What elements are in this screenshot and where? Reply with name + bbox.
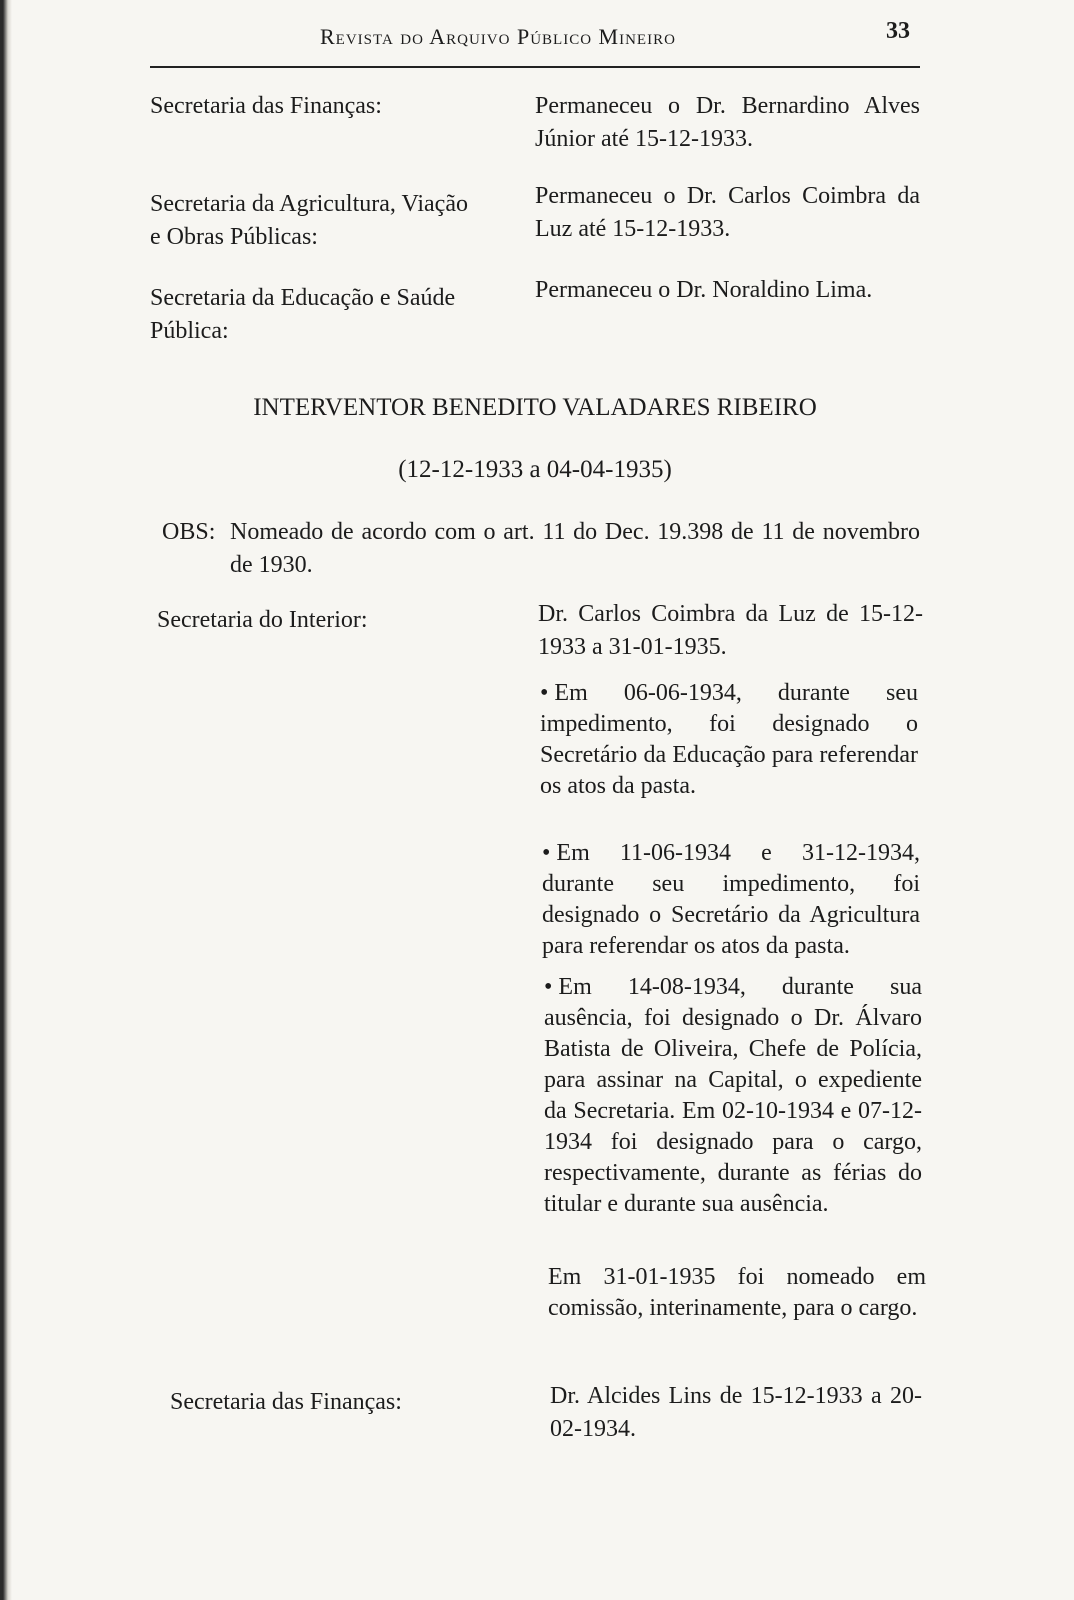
section-title: INTERVENTOR BENEDITO VALADARES RIBEIRO	[253, 394, 817, 421]
interior-note-3	[544, 972, 922, 1220]
scan-edge-shadow	[0, 0, 12, 1600]
obs-text: Nomeado de acordo com o art. 11 do Dec. 19.398 de 11 de novembro de 1930.	[230, 519, 920, 578]
obs-label: OBS:	[162, 519, 216, 545]
entry-value-educacao: Permaneceu o Dr. Noraldino Lima.	[535, 277, 873, 303]
bullet-icon: •	[540, 680, 549, 706]
journal-title: Revista do Arquivo Público Mineiro	[320, 24, 676, 49]
section-period: (12-12-1933 a 04-04-1935)	[398, 456, 672, 483]
interior-closing: Em 31-01-1935 foi nomeado em comissão, interinamente, para o cargo.	[548, 1264, 926, 1321]
header-rule	[150, 66, 920, 68]
interior-note-2	[542, 838, 920, 962]
entry-label-interior: Secretaria do Interior:	[157, 607, 368, 633]
entry-value-agricultura: Permaneceu o Dr. Carlos Coimbra da Luz até 15-12-1933.	[535, 183, 920, 242]
bullet-icon: •	[542, 840, 551, 866]
running-head	[150, 14, 920, 54]
entry-label-financas-previous: Secretaria das Finanças:	[150, 93, 382, 119]
entry-value-financas-previous: Permaneceu o Dr. Bernardino Alves Júnior até 15-12-1933.	[535, 93, 920, 152]
entry-label-educacao: Secretaria da Educação e Saúde Pública:	[150, 285, 456, 344]
entry-value-interior: Dr. Carlos Coimbra da Luz de 15-12-1933 a 31-01-1935.	[538, 601, 923, 660]
bullet-icon: •	[544, 974, 553, 1000]
interior-note-1	[540, 678, 918, 802]
entry-label-financas: Secretaria das Finanças:	[170, 1389, 402, 1415]
entry-label-agricultura: Secretaria da Agricultura, Viação e Obras Públicas:	[150, 191, 468, 250]
page-number: 33	[886, 18, 910, 44]
interior-note-1-text: Em 06-06-1934, durante seu impedimento, foi designado o Secretário da Educação para referendar os atos da pasta.	[540, 680, 918, 799]
interior-note-3-text: Em 14-08-1934, durante sua ausência, foi designado o Dr. Álvaro Batista de Oliveira, Chefe de Polícia, para assinar na Capital, o expediente da Secretaria. Em 02-10-1934 e 07-12-1934 foi designado para o cargo, respectivamente, durante as férias do titular e durante sua ausência.	[544, 974, 922, 1217]
entry-value-financas: Dr. Alcides Lins de 15-12-1933 a 20-02-1934.	[550, 1383, 922, 1442]
interior-note-2-text: Em 11-06-1934 e 31-12-1934, durante seu impedimento, foi designado o Secretário da Agricultura para referendar os atos da pasta.	[542, 840, 920, 959]
